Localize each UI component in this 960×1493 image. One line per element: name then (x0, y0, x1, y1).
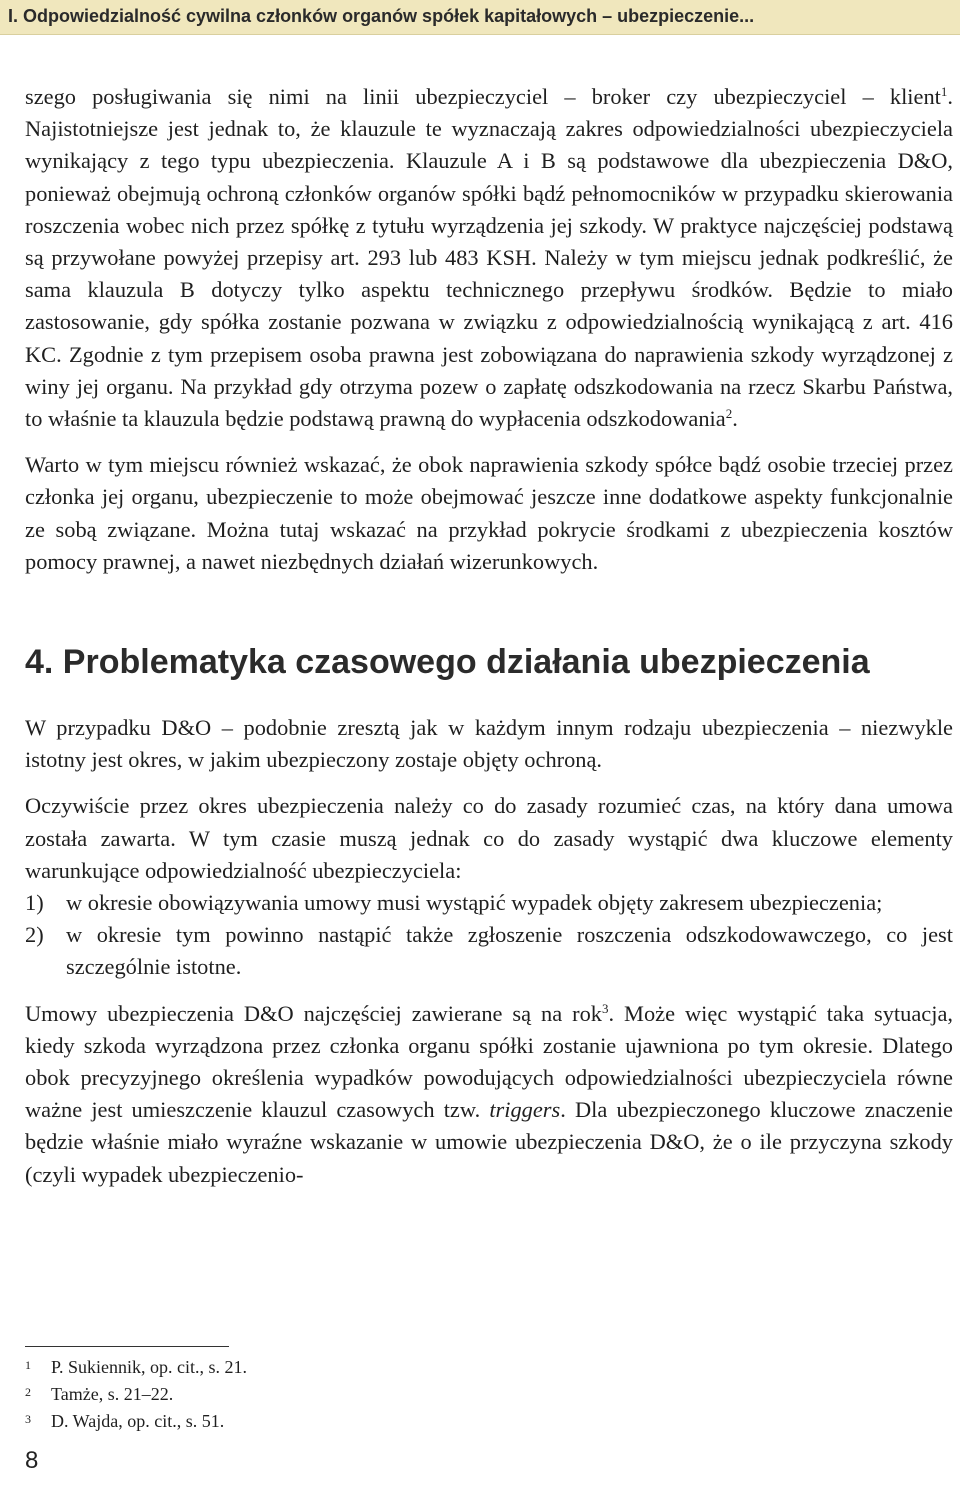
list-item (25, 887, 953, 919)
section-heading: 4. Problematyka czasowego działania ubezpieczenia (25, 643, 870, 682)
paragraph-3: W przypadku D&O – podobnie zresztą jak w każdym innym rodzaju ubezpieczenia – niezwykle istotny jest okres, w jakim ubezpieczony zostaje objęty ochroną. (25, 715, 953, 773)
page-body (25, 81, 953, 1191)
paragraph-2: Warto w tym miejscu również wskazać, że obok naprawienia szkody spółce bądź osobie trzeciej przez członka jej organu, ubezpieczenie to może obejmować jeszcze inne dodatkowe aspekty funkcjonalnie ze sobą związane. Można tutaj wskazać na przykład pokrycie środkami z ubezpieczenia kosztów pomocy prawnej, a nawet niezbędnych działań wizerunkowych. (25, 452, 953, 574)
footnote-text: P. Sukiennik, op. cit., s. 21. (51, 1357, 248, 1377)
footnote (25, 1381, 625, 1408)
footnote (25, 1408, 625, 1435)
paragraph-1 (25, 81, 953, 435)
paragraph-5-text-b: . Może więc wystąpić taka sytuacja, kiedy szkoda wyrządzona przez członka organu spółki zostanie ujawniona po tym okresie. Dlatego obok precyzyjnego określenia wypadków powodujących odpowiedzialności ubezpieczyciela równe ważne jest umieszczenie klauzul czasowych tzw. (25, 1000, 953, 1123)
list-item-text: w okresie tym powinno nastąpić także zgłoszenie roszczenia odszkodowawczego, co jest szczególnie istotne. (66, 922, 953, 980)
footnote-divider (25, 1346, 229, 1347)
footnote-number: 2 (25, 1385, 31, 1399)
paragraph-1-text-b: . Najistotniejsze jest jednak to, że klauzule te wyznaczają zakres odpowiedzialności ubezpieczyciela wynikający z tego typu ubezpieczenia. Klauzule A i B są podstawowe dla ubezpieczenia D&O, ponieważ obejmują ochroną członków organów spółki bądź pełnomocników w przypadku skierowania roszczenia wobec nich przez spółkę z tytułu wyrządzenia jej szkody. W praktyce najczęściej podstawą są przywołane powyżej przepisy art. 293 lub 483 KSH. Należy w tym miejscu jednak podkreślić, że sama klauzula B dotyczy tylko aspektu technicznego przepływu środków. Będzie to miało zastosowanie, gdy spółka zostanie pozwana w związku z odpowiedzialnością wynikającą z art. 416 KC. Zgodnie z tym przepisem osoba prawna jest zobowiązana do naprawienia szkody wyrządzonej z winy jej organu. Na przykład gdy otrzyma pozew o zapłatę odszkodowania na rzecz Skarbu Państwa, to właśnie ta klauzula będzie podstawą prawną do wypłacenia odszkodowania (25, 84, 953, 432)
paragraph-4: Oczywiście przez okres ubezpieczenia należy co do zasady rozumieć czas, na który dana umowa została zawarta. W tym czasie muszą jednak co do zasady wystąpić dwa kluczowe elementy warunkujące odpowiedzialność ubezpieczyciela: (25, 793, 953, 883)
footnote-number: 1 (25, 1358, 31, 1372)
footnote-text: D. Wajda, op. cit., s. 51. (51, 1411, 225, 1431)
footnote-number: 3 (25, 1412, 31, 1426)
running-header (0, 0, 960, 35)
footnotes (25, 1354, 625, 1435)
paragraph-5 (25, 998, 953, 1191)
footnote-ref-3: 3 (601, 1000, 609, 1016)
conditions-list (25, 887, 953, 984)
paragraph-5-text-a: Umowy ubezpieczenia D&O najczęściej zawierane są na rok (25, 1000, 602, 1026)
list-item-number: 2) (25, 922, 44, 948)
footnote-ref-1: 1 (940, 84, 948, 99)
paragraph-1-text-a: szego posługiwania się nimi na linii ubezpieczyciel – broker czy ubezpieczyciel – klient (25, 84, 941, 109)
paragraph-5-text-c: . Dla ubezpieczonego kluczowe znaczenie będzie właśnie miało wyraźne wskazanie w umowie ubezpieczenia D&O, że o ile przyczyna szkody (czyli wypadek ubezpieczenio- (25, 1097, 953, 1187)
footnote-ref-2: 2 (725, 406, 733, 422)
page-number: 8 (25, 1447, 39, 1474)
paragraph-5-italic-term: triggers (489, 1097, 561, 1123)
list-item-text: w okresie obowiązywania umowy musi wystąpić wypadek objęty zakresem ubezpieczenia; (66, 890, 883, 916)
list-item-number: 1) (25, 890, 44, 916)
list-item (25, 919, 953, 983)
footnote (25, 1354, 625, 1381)
footnote-text: Tamże, s. 21–22. (51, 1384, 174, 1404)
paragraph-1-text-c: . (732, 406, 738, 432)
running-header-title: I. Odpowiedzialność cywilna członków organów spółek kapitałowych – ubezpieczenie... (8, 6, 755, 26)
